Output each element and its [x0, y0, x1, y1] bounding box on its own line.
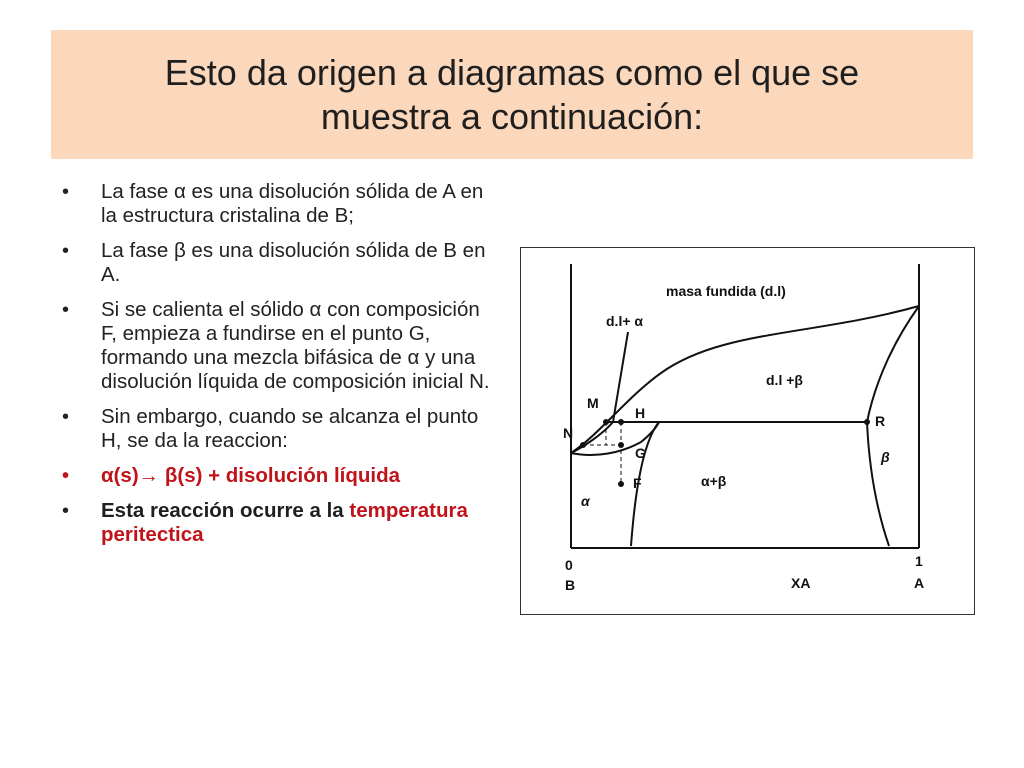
label-axis-b: B: [565, 577, 576, 593]
label-beta: β: [881, 449, 890, 465]
slide-title-line-1: Esto da origen a diagramas como el que se: [164, 51, 860, 93]
bullet-dot-icon: •: [62, 406, 70, 428]
label-point-r: R: [875, 413, 886, 429]
bullet-item-reaction: [60, 464, 500, 488]
beta-liquidus-curve: [867, 306, 919, 422]
label-axis-a: A: [914, 575, 925, 591]
peritectic-term: temperatura peritectica: [101, 499, 468, 546]
bullet-dot-icon: •: [62, 299, 70, 321]
bullet-text-prefix: Esta reacción ocurre a la: [101, 499, 344, 522]
point-g-marker: [618, 442, 624, 448]
phase-diagram-svg: [521, 248, 974, 614]
label-axis-1: 1: [915, 553, 923, 569]
point-f-marker: [618, 481, 624, 487]
bullet-dot-icon: •: [62, 240, 70, 262]
bullet-list: [60, 180, 500, 558]
bullet-item-alpha-phase: [60, 180, 500, 228]
label-point-n: N: [563, 425, 574, 441]
bullet-text: La fase β es una disolución sólida de B en A.: [101, 239, 486, 286]
label-point-f: F: [633, 475, 642, 491]
label-point-m: M: [587, 395, 599, 411]
point-m-marker: [603, 419, 609, 425]
bullet-text-bold: [101, 499, 468, 546]
bullet-text: Si se calienta el sólido α con composición F, empieza a fundirse en el punto G, formando una mezcla bifásica de α y una disolución líquida de composición inicial N.: [101, 298, 490, 393]
label-dl-beta: d.l +β: [766, 372, 803, 388]
label-point-g: G: [635, 445, 646, 461]
phase-diagram: [520, 247, 975, 615]
bullet-dot-icon: •: [62, 181, 70, 203]
point-n-marker: [580, 442, 586, 448]
label-alpha-beta: α+β: [701, 473, 727, 489]
point-r-marker: [864, 419, 870, 425]
label-axis-xa: XA: [791, 575, 811, 591]
point-h-marker: [618, 419, 624, 425]
label-axis-0: 0: [565, 557, 573, 573]
bullet-dot-icon: •: [62, 465, 70, 487]
bullet-text: La fase α es una disolución sólida de A en la estructura cristalina de B;: [101, 180, 484, 227]
bullet-text: Sin embargo, cuando se alcanza el punto H, se da la reaccion:: [101, 405, 479, 452]
label-dl-alpha: d.l+ α: [606, 313, 644, 329]
beta-solvus-curve: [867, 422, 889, 546]
label-point-h: H: [635, 405, 646, 421]
label-alpha: α: [581, 493, 590, 509]
bullet-item-heating: [60, 298, 500, 394]
bullet-item-beta-phase: [60, 239, 500, 287]
bullet-item-point-h: [60, 405, 500, 453]
label-masa-fundida: masa fundida (d.l): [666, 283, 786, 299]
reaction-equation: α(s)→ β(s) + disolución líquida: [101, 464, 401, 487]
bullet-dot-icon: •: [62, 500, 70, 522]
slide-title: [92, 51, 932, 139]
slide-title-line-2: muestra a continuación:: [320, 95, 704, 137]
bullet-item-peritectic: [60, 499, 500, 547]
title-band: [51, 30, 973, 159]
